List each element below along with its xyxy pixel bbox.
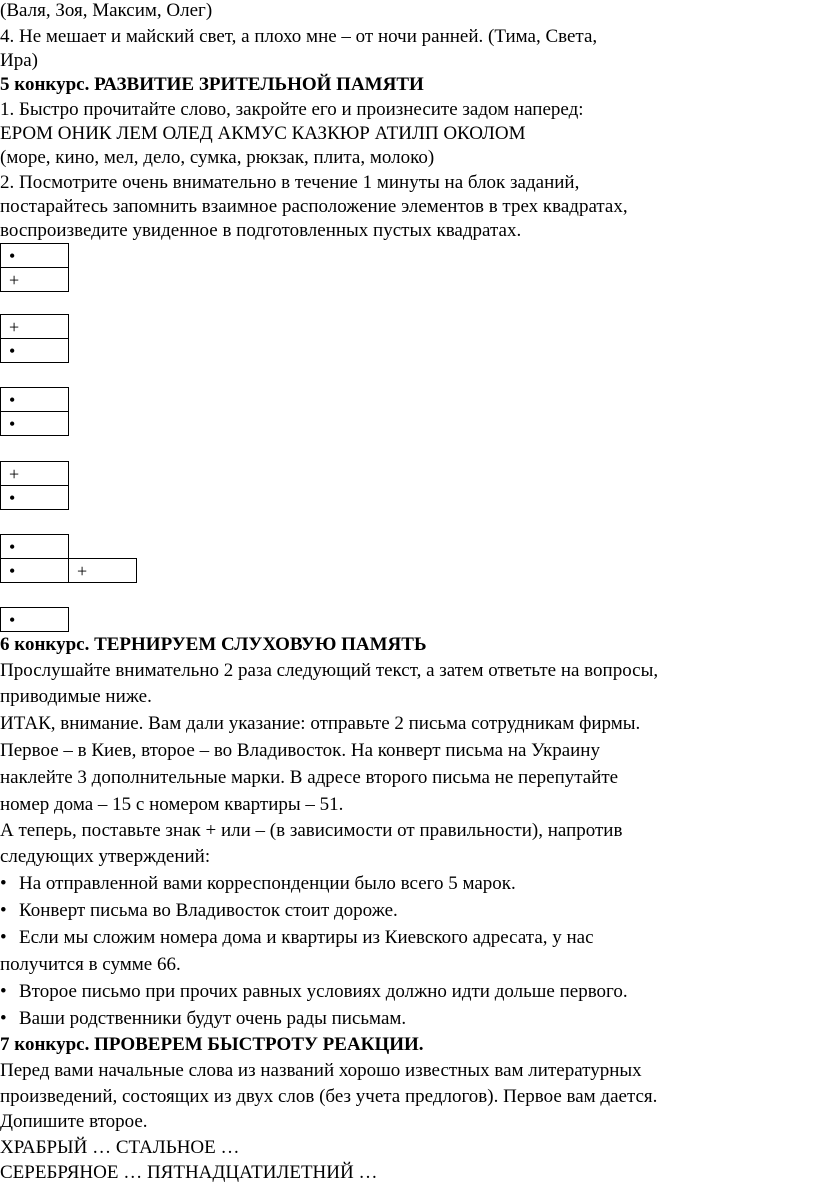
contest5-heading: 5 конкурс. РАЗВИТИЕ ЗРИТЕЛЬНОЙ ПАМЯТИ — [0, 74, 424, 95]
intro-line: Ира) — [0, 50, 38, 71]
paragraph-line: Прослушайте внимательно 2 раза следующий текст, а затем ответьте на вопросы, — [0, 660, 659, 681]
paragraph-line: Первое – в Киев, второе – во Владивосток. На конверт письма на Украину — [0, 740, 600, 761]
title-prompt-row: СЕРЕБРЯНОЕ … ПЯТНАДЦАТИЛЕТНИЙ … — [0, 1162, 378, 1183]
intro-line: (Валя, Зоя, Максим, Олег) — [0, 0, 213, 21]
paragraph-line: Допишите второе. — [0, 1111, 148, 1132]
statement-item — [0, 981, 628, 1003]
paragraph-line: 1. Быстро прочитайте слово, закройте его и произнесите задом наперед: — [0, 99, 584, 120]
statement-item — [0, 1008, 406, 1030]
reversed-words: ЕРОМ ОНИК ЛЕМ ОЛЕД АКМУС КАЗКЮР АТИЛП ОКОЛОМ — [0, 123, 526, 144]
memory-grid-4 — [0, 461, 69, 510]
paragraph-line: постарайтесь запомнить взаимное расположение элементов в трех квадратах, — [0, 196, 628, 217]
bullet-icon: • — [0, 981, 7, 1002]
memory-grid-6 — [0, 607, 69, 632]
paragraph-line: наклейте 3 дополнительные марки. В адресе второго письма не перепутайте — [0, 767, 619, 788]
contest6-heading: 6 конкурс. ТЕРНИРУЕМ СЛУХОВУЮ ПАМЯТЬ — [0, 634, 427, 655]
paragraph-line: 2. Посмотрите очень внимательно в течение 1 минуты на блок заданий, — [0, 172, 580, 193]
statement-text: Если мы сложим номера дома и квартиры из Киевского адресата, у нас — [19, 927, 594, 948]
grid-cell: • — [1, 608, 69, 632]
memory-grid-5 — [0, 534, 137, 583]
bullet-icon: • — [0, 900, 7, 921]
statement-item — [0, 900, 398, 922]
bullet-icon: • — [0, 927, 7, 948]
paragraph-line: произведений, состоящих из двух слов (без учета предлогов). Первое вам дается. — [0, 1086, 658, 1107]
statement-item — [0, 927, 594, 949]
grid-cell: • — [1, 559, 69, 583]
paragraph-line: следующих утверждений: — [0, 846, 211, 867]
grid-cell: • — [1, 486, 69, 510]
grid-cell: • — [1, 244, 69, 268]
paragraph-line: воспроизведите увиденное в подготовленных пустых квадратах. — [0, 220, 522, 241]
memory-grid-2 — [0, 314, 69, 363]
grid-cell: • — [1, 339, 69, 363]
memory-grid-1 — [0, 243, 69, 292]
intro-line: 4. Не мешает и майский свет, а плохо мне – от ночи ранней. (Тима, Света, — [0, 26, 598, 47]
bullet-icon: • — [0, 1008, 7, 1029]
paragraph-line: А теперь, поставьте знак + или – (в зависимости от правильности), напротив — [0, 820, 623, 841]
title-prompt-row: ХРАБРЫЙ … СТАЛЬНОЕ … — [0, 1137, 240, 1158]
paragraph-line: номер дома – 15 с номером квартиры – 51. — [0, 794, 344, 815]
grid-cell: + — [1, 462, 69, 486]
contest7-heading: 7 конкурс. ПРОВЕРЕМ БЫСТРОТУ РЕАКЦИИ. — [0, 1034, 424, 1055]
statement-text: Конверт письма во Владивосток стоит дороже. — [19, 900, 398, 921]
statement-text: Второе письмо при прочих равных условиях должно идти дольше первого. — [19, 981, 628, 1002]
paragraph-line: ИТАК, внимание. Вам дали указание: отправьте 2 письма сотрудникам фирмы. — [0, 713, 641, 734]
memory-grid-3 — [0, 387, 69, 436]
statement-text: Ваши родственники будут очень рады письмам. — [19, 1008, 407, 1029]
paragraph-line: Перед вами начальные слова из названий хорошо известных вам литературных — [0, 1060, 642, 1081]
paragraph-line: приводимые ниже. — [0, 686, 152, 707]
word-answers: (море, кино, мел, дело, сумка, рюкзак, плита, молоко) — [0, 147, 435, 168]
statement-text: На отправленной вами корреспонденции было всего 5 марок. — [19, 873, 516, 894]
statement-continuation: получится в сумме 66. — [0, 954, 181, 975]
grid-empty-space — [69, 535, 137, 559]
statement-item — [0, 873, 516, 895]
grid-cell: + — [1, 268, 69, 292]
grid-cell: • — [1, 412, 69, 436]
grid-cell: • — [1, 388, 69, 412]
grid-cell: • — [1, 535, 69, 559]
grid-cell: + — [69, 559, 137, 583]
bullet-icon: • — [0, 873, 7, 894]
grid-cell: + — [1, 315, 69, 339]
